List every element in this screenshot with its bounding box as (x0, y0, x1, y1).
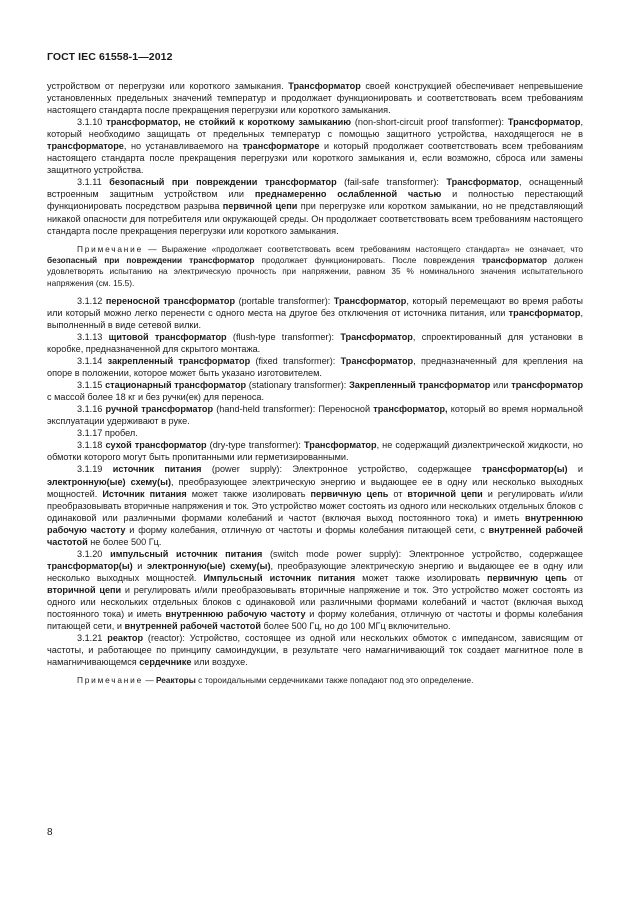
term-3-1-15: 3.1.15 стационарный трансформатор (stationary transformer): Закрепленный трансформатор или трансформатор с массой более 18 кг и без ручки(ек) для переноса. (47, 380, 584, 403)
term-3-1-17: 3.1.17 пробел. (77, 428, 138, 439)
term-3-1-12: 3.1.12 переносной трансформатор (portable transformer): Трансформатор, который перемещают во время работы или который можно легко перенести с одного места на другое без отключения от источника питания, или трансформатор, выполненный в виде сетевой вилки. (47, 295, 583, 330)
term-3-1-13: 3.1.13 щитовой трансформатор (flush-type transformer): Трансформатор, спроектированный для установки в коробке, предназначенной для скрытого монтажа. (47, 331, 583, 354)
term-3-1-14: 3.1.14 закрепленный трансформатор (fixed transformer): Трансформатор, предназначенный для крепления на опоре в положении, которое может быть указано изготовителем. (47, 356, 583, 379)
note-2: Примечание — Реакторы с тороидальными сердечниками также попадают под это определение. (77, 675, 474, 686)
document-header: ГОСТ IEC 61558-1—2012 (47, 51, 173, 63)
page-number: 8 (47, 827, 53, 838)
note-1: Примечание — Выражение «продолжает соответствовать всем требованиям настоящего стандарта» не означает, что безопасный при повреждении трансформатор продолжает функционировать. После повреждения трансформатор должен удовлетворять испытанию на электрическую прочность при напряжении, равном 35 % номинального значения испытательного напряжения (см. 15.5). (47, 243, 583, 288)
term-3-1-18: 3.1.18 сухой трансформатор (dry-type transformer): Трансформатор, не содержащий диэлектрической жидкости, но обмотки которого могут быть пропитанными или герметизированными. (47, 440, 583, 463)
term-3-1-16: 3.1.16 ручной трансформатор (hand-held transformer): Переносной трансформатор, который во время нормальной эксплуатации удерживают в руке. (47, 404, 584, 427)
term-3-1-10: 3.1.10 трансформатор, не стойкий к короткому замыканию (non-short-circuit proof transformer): Трансформатор, который необходимо защищать от предельных температур с помощью защитного устройства, находящегося не в трансформаторе, но устанавливаемого на трансформаторе и который продолжает соответствовать всем требованиям настоящего стандарта после прекращения перегрузки или короткого замыкания и, если возможно, сброса или замены защитного устройства. (47, 117, 584, 176)
term-3-1-11: 3.1.11 безопасный при повреждении трансформатор (fail-safe transformer): Трансформатор, оснащенный встроенным защитным устройством или преднамеренно ослабленной частью и полностью перестающий функционировать посредством разрыва первичной цепи при перегрузке или коротком замыкании, но не представляющий никакой опасности для потребителя или окружающей среды. Он продолжает соответствовать всем требованиям настоящего стандарта после прекращения перегрузки или короткого замыкания. (47, 177, 584, 236)
term-3-1-20: 3.1.20 импульсный источник питания (switch mode power supply): Электронное устройство, содержащее трансформатор(ы) и электронную(ые) схему(ы), преобразующие электрическую энергию и выдающее ее в одну или несколько выходных мощностей. Импульсный источник питания может также изолировать первичную цепь от вторичной цепи и регулировать и/или преобразовывать вторичные напряжение и ток. Это устройство может состоять из одного или нескольких отдельных блоков с одинаковой или различными формами колебаний и частот (включая выход постоянного тока) и иметь внутреннюю рабочую частоту и форму колебания, отличную от частоты и формы колебания питающей сети, и внутренней рабочей частотой более 500 Гц, но до 100 МГц включительно. (47, 548, 584, 632)
paragraph-continuation: устройством от перегрузки или короткого замыкания. Трансформатор своей конструкцией обеспечивает непревышение установленных предельных значений температур и продолжает функционировать и соответствовать всем требованиям настоящего стандарта после прекращения перегрузки или короткого замыкания. (47, 81, 583, 116)
document-body (47, 80, 583, 693)
term-3-1-19: 3.1.19 источник питания (power supply): Электронное устройство, содержащее трансформатор(ы) и электронную(ые) схему(ы), преобразующее электрическую энергию и выдающее ее в одну или несколько выходных мощностей. Источник питания может также изолировать первичную цепь от вторичной цепи и регулировать и/или преобразовывать вторичные напряжения и ток. Это устройство может состоять из одного или нескольких отдельных блоков с одинаковой или различными формами колебаний и частот (включая выход постоянного тока) и иметь внутреннюю рабочую частоту и форму колебания, отличную от частоты и формы колебания питающей сети, с внутренней рабочей частотой не более 500 Гц. (47, 464, 584, 547)
term-3-1-21: 3.1.21 реактор (reactor): Устройство, состоящее из одной или нескольких обмоток с импедансом, зависящим от частоты, и работающее по принципу самоиндукции, в результате чего намагничивающий ток создает магнитное поле в намагничивающемся сердечнике или воздухе. (47, 633, 584, 668)
